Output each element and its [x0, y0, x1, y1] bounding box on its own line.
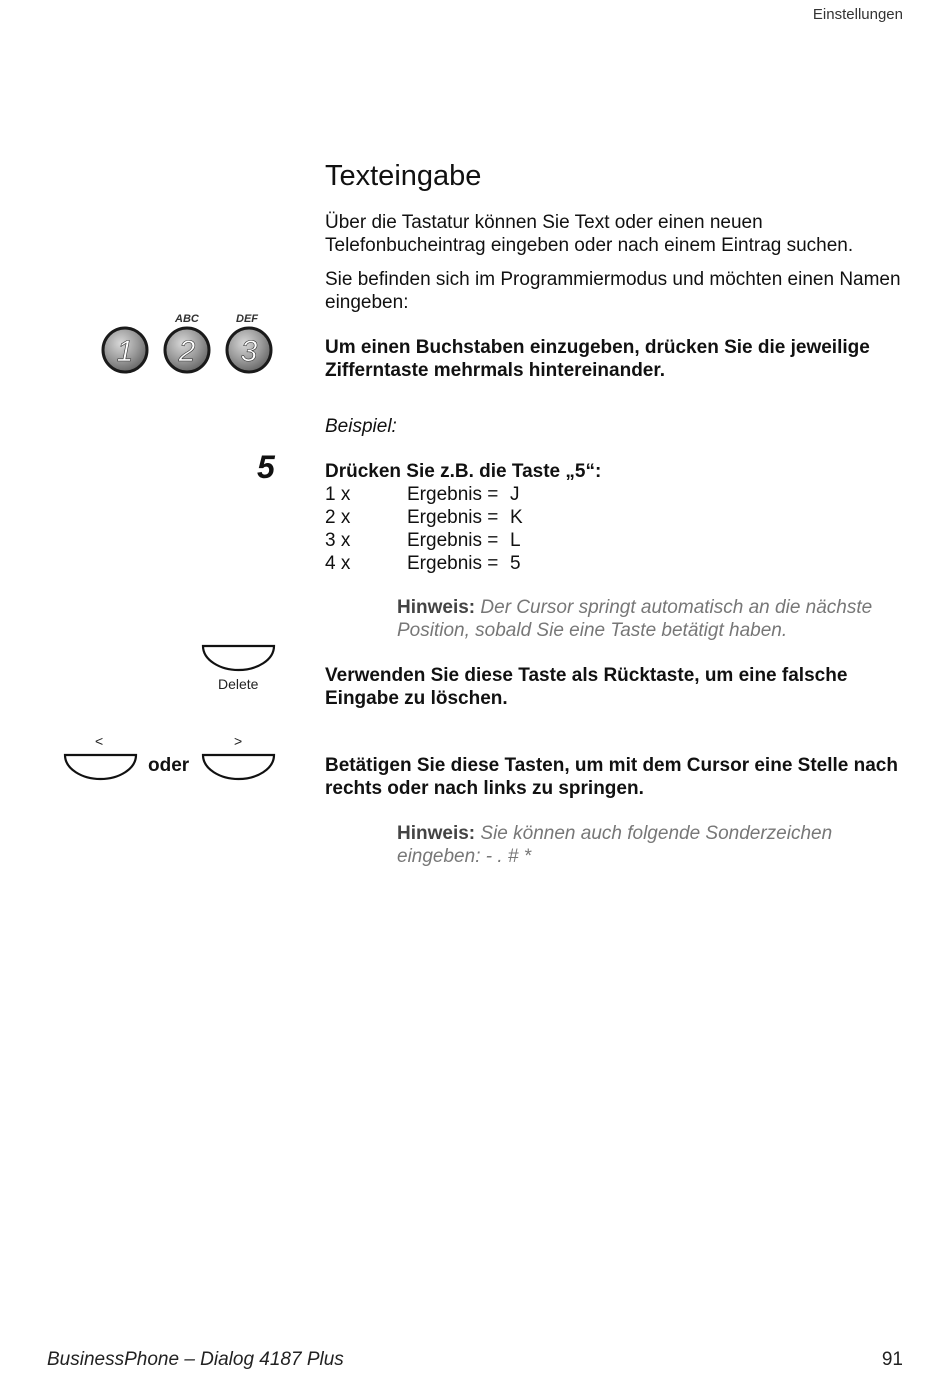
example-result-label: Ergebnis =: [407, 553, 499, 574]
example-row: [325, 483, 915, 506]
nav-right-symbol: >: [234, 733, 243, 749]
note-cursor: [397, 596, 917, 642]
example-count: 3 x: [325, 530, 351, 551]
footer-title: BusinessPhone – Dialog 4187 Plus: [47, 1349, 344, 1370]
instruction-nav: Betätigen Sie diese Tasten, um mit dem Cursor eine Stelle nach rechts oder nach links zu springen.: [325, 755, 898, 799]
nav-right-key-icon: [201, 753, 276, 781]
example-result-value: K: [510, 507, 523, 528]
note-special-chars: [397, 822, 917, 868]
example-result-label: Ergebnis =: [407, 530, 499, 551]
note-label: Hinweis:: [397, 823, 476, 844]
example-label: Beispiel:: [325, 416, 397, 437]
example-row: [325, 529, 915, 552]
example-row: [325, 506, 915, 529]
oder-label: oder: [148, 755, 190, 776]
key-1-digit: 1: [116, 335, 134, 368]
delete-key-icon: [201, 644, 276, 672]
example-result-value: L: [510, 530, 521, 551]
key-1-icon: [103, 328, 147, 372]
key-5-symbol: 5: [257, 449, 275, 485]
instruction-letters: Um einen Buchstaben einzugeben, drücken Sie die jeweilige Zifferntaste mehrmals hintereinander.: [325, 337, 870, 381]
example-result-value: J: [510, 484, 520, 505]
key-2-letters: ABC: [175, 313, 199, 325]
key-3-digit: 3: [240, 335, 258, 368]
example-row: [325, 552, 915, 575]
example-result-value: 5: [510, 553, 521, 574]
nav-left-key-icon: [63, 753, 138, 781]
instruction-delete: Verwenden Sie diese Taste als Rücktaste, um eine falsche Eingabe zu löschen.: [325, 665, 848, 709]
example-count: 2 x: [325, 507, 351, 528]
key-3-letters: DEF: [236, 313, 258, 325]
intro-paragraph-1: Über die Tastatur können Sie Text oder einen neuen Telefonbucheintrag eingeben oder nach einem Eintrag suchen.: [325, 212, 854, 256]
page-title: Texteingabe: [325, 160, 482, 192]
example-count: 4 x: [325, 553, 351, 574]
example-result-label: Ergebnis =: [407, 507, 499, 528]
intro-paragraph-2: Sie befinden sich im Programmiermodus und möchten einen Namen eingeben:: [325, 269, 901, 313]
key-3-icon: [227, 328, 271, 372]
digit-keys-graphic: [100, 326, 276, 376]
example-block: [325, 460, 915, 575]
example-heading: Drücken Sie z.B. die Taste „5“:: [325, 461, 602, 482]
key-2-icon: [165, 328, 209, 372]
example-count: 1 x: [325, 484, 351, 505]
note-text: Sie können auch folgende Sonderzeichen eingeben: - . # *: [397, 823, 833, 867]
key-2-digit: 2: [178, 335, 196, 368]
example-result-label: Ergebnis =: [407, 484, 499, 505]
delete-key-label: Delete: [218, 676, 259, 692]
nav-left-symbol: <: [95, 733, 104, 749]
note-label: Hinweis:: [397, 597, 476, 618]
note-text: Der Cursor springt automatisch an die nächste Position, sobald Sie eine Taste betätigt haben.: [397, 597, 873, 641]
section-header: Einstellungen: [812, 6, 903, 23]
page-number: 91: [881, 1349, 903, 1370]
